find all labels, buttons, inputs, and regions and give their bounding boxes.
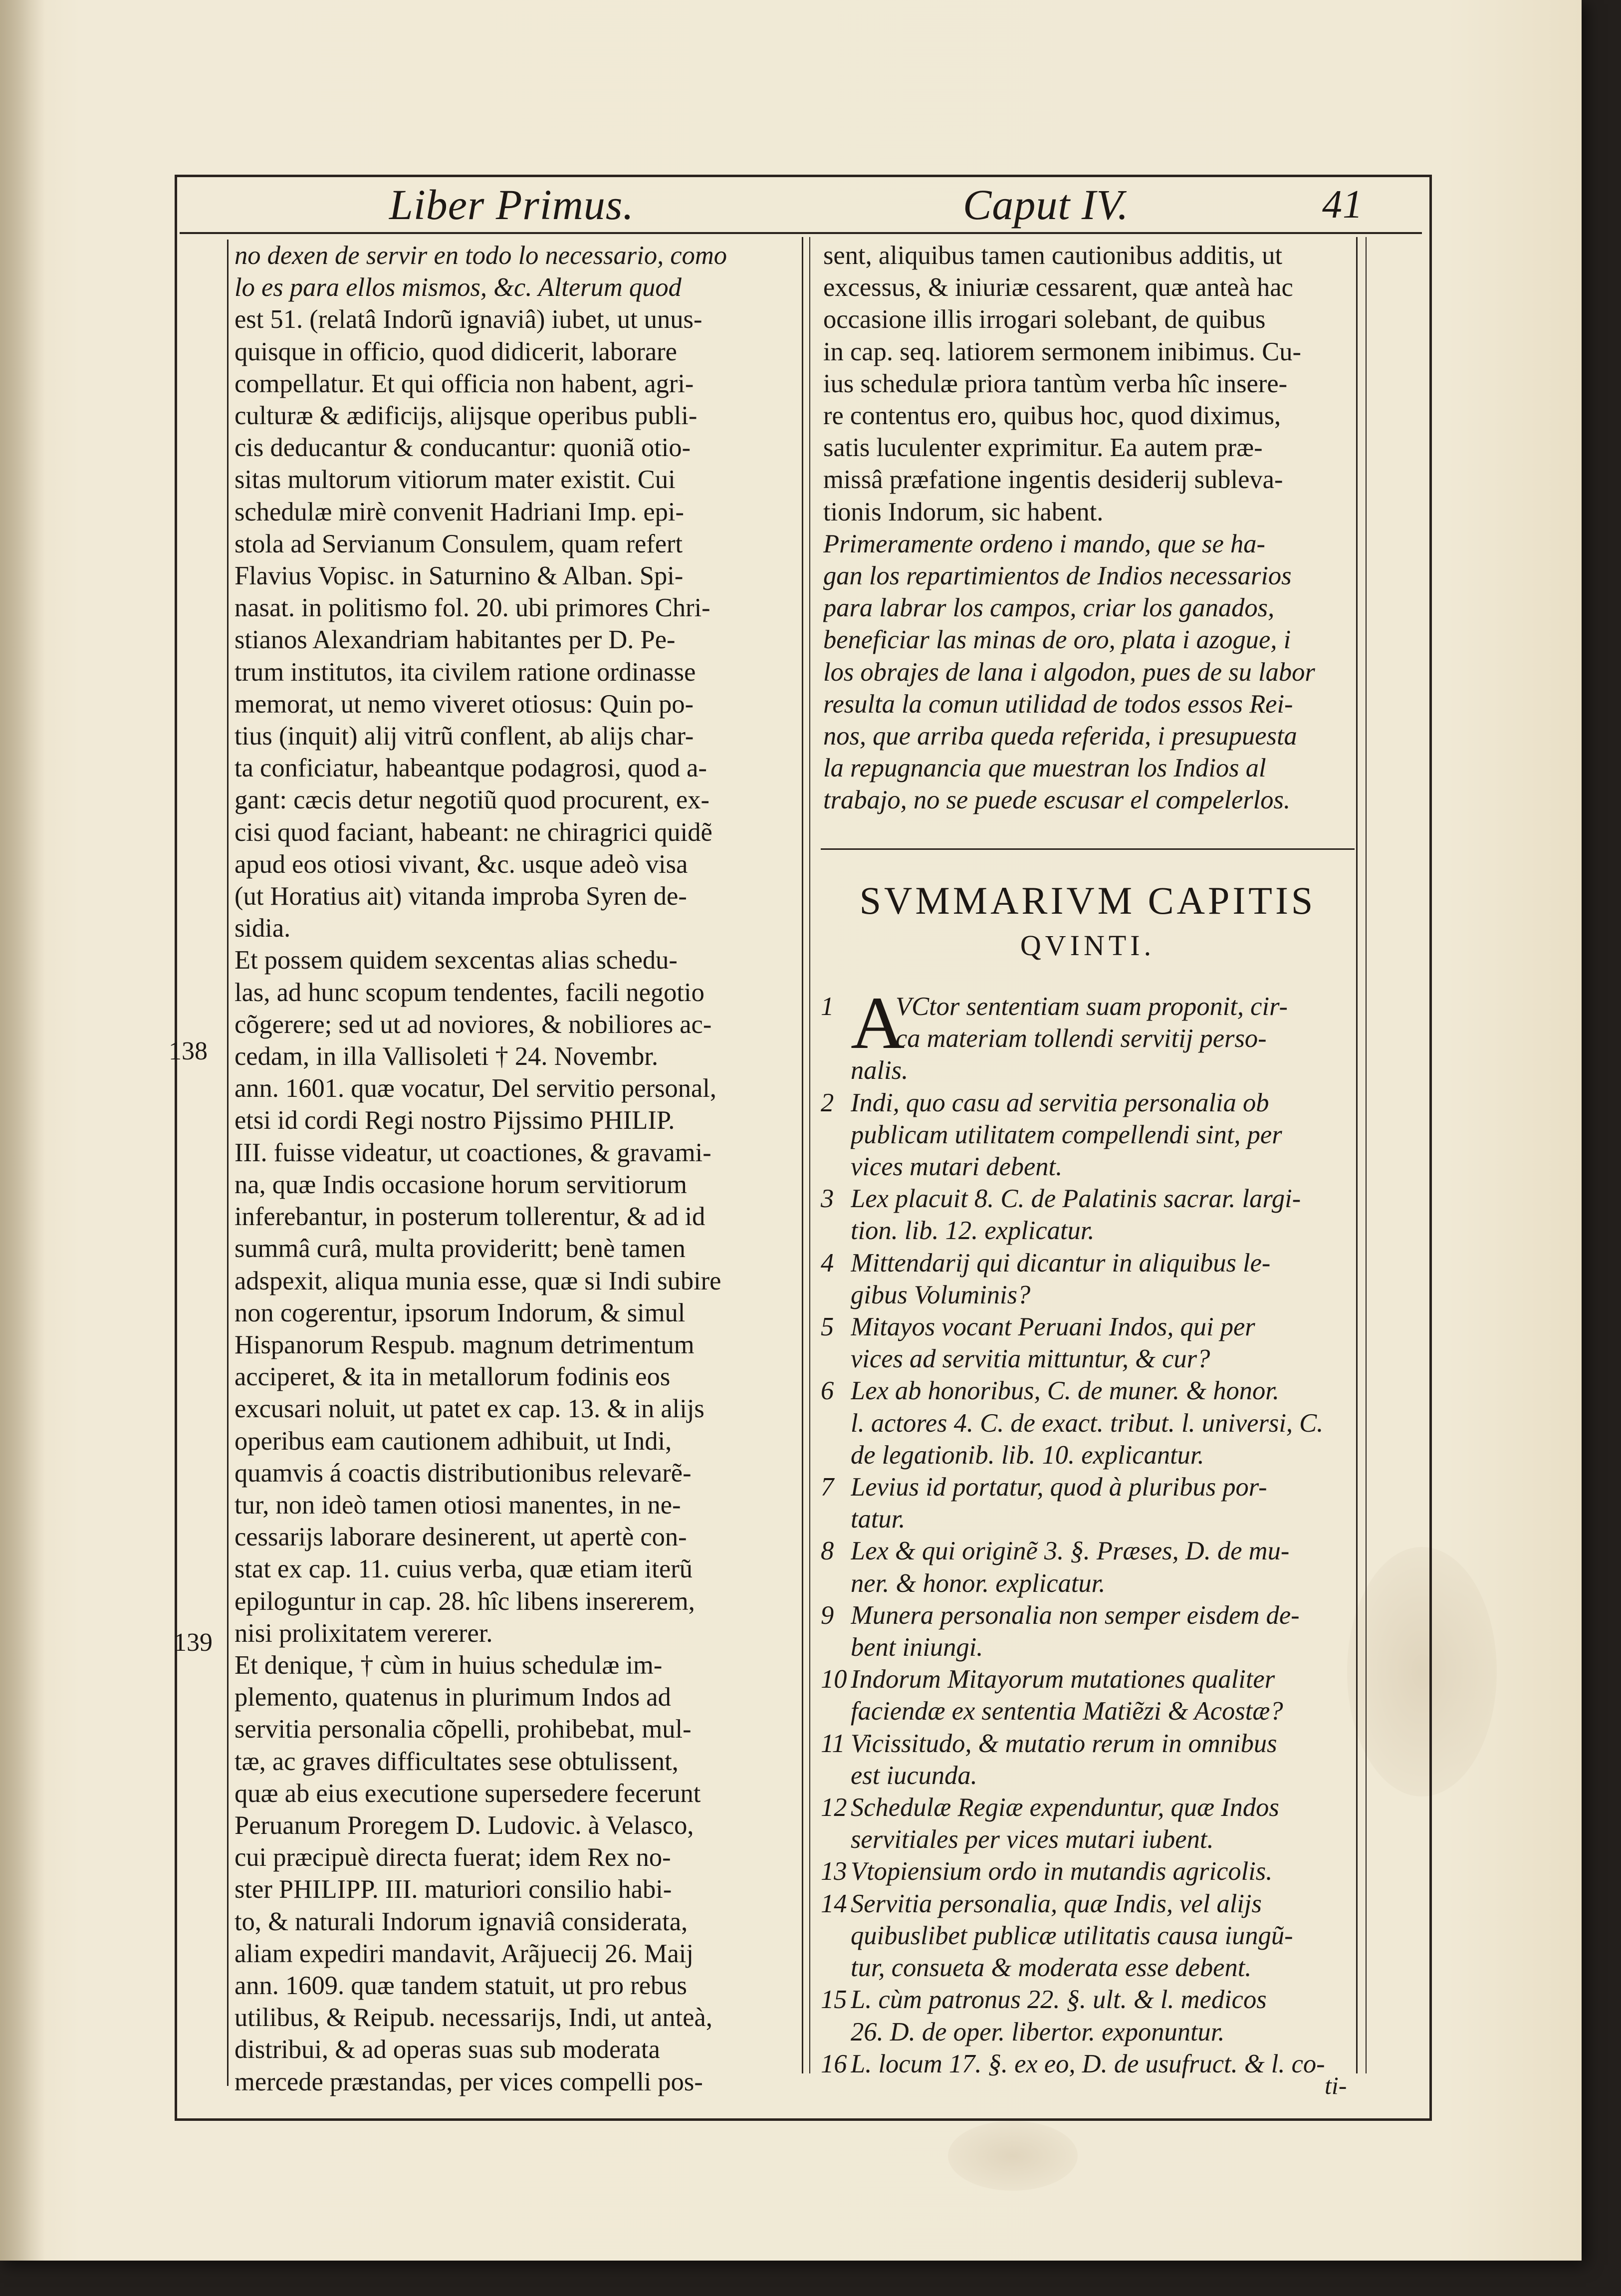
left-column: [227, 240, 797, 2096]
text-line: na, quæ Indis occasione horum servitiorum: [234, 1170, 687, 1199]
text-line: mercede præstandas, per vices compelli pos-: [234, 2067, 703, 2096]
text-line: III. fuisse videatur, ut coactiones, & gravami-: [234, 1138, 711, 1167]
summary-item-number: 8: [821, 1536, 834, 1566]
text-line: tius (inquit) alij vitrũ conflent, ab alijs char-: [234, 722, 694, 751]
text-line: summâ curâ, multa provideritt; benè tamen: [234, 1234, 686, 1264]
text-line: memorat, ut nemo viveret otiosus: Quin po-: [234, 689, 694, 719]
text-line: cessarijs laborare desinerent, ut apertè con-: [234, 1523, 687, 1552]
text-line: gant: cæcis detur negotiũ quod procurent, ex-: [234, 785, 710, 815]
summary-item-text: l. actores 4. C. de exact. tribut. l. universi, C.: [851, 1408, 1324, 1438]
summary-item: [821, 1087, 1360, 1183]
running-head-right: Caput IV.: [963, 181, 1129, 229]
summary-item: [821, 1663, 1360, 1727]
summary-item-text: 26. D. de oper. libertor. exponuntur.: [851, 2017, 1225, 2046]
text-line: schedulæ mirè convenit Hadriani Imp. epi-: [234, 497, 684, 526]
summary-item-number: 9: [821, 1600, 834, 1630]
summary-item-number: 11: [821, 1729, 845, 1758]
summary-item: [821, 2048, 1360, 2080]
summary-item-number: 15: [821, 1985, 847, 2015]
summary-item-text: VCtor sententiam suam proponit, cir-: [896, 992, 1288, 1021]
text-line: cisi quod faciant, habeant: ne chiragrici quidẽ: [234, 817, 712, 847]
text-line: ster PHILIPP. III. maturiori consilio habi-: [234, 1875, 672, 1904]
summary-item-number: 3: [821, 1184, 834, 1214]
text-line: ann. 1609. quæ tandem statuit, ut pro rebus: [234, 1971, 687, 2000]
text-line: nisi prolixitatem vererer.: [234, 1618, 493, 1648]
text-line: est 51. (relatâ Indorũ ignaviâ) iubet, ut unus-: [234, 305, 702, 334]
summary-title: SVMMARIVM CAPITIS: [859, 879, 1316, 922]
summary-item-text: Mittendarij qui dicantur in aliquibus le-: [851, 1248, 1271, 1277]
summary-item-text: publicam utilitatem compellendi sint, per: [851, 1120, 1282, 1149]
text-line: ius schedulæ priora tantùm verba hîc insere-: [823, 369, 1288, 398]
summary-item-text: Vicissitudo, & mutatio rerum in omnibus: [851, 1729, 1277, 1758]
summary-item-text: Schedulæ Regiæ expenduntur, quæ Indos: [851, 1793, 1279, 1822]
text-line: servitia personalia cõpelli, prohibebat, mul-: [234, 1715, 692, 1744]
text-line: (ut Horatius ait) vitanda improba Syren de-: [234, 882, 687, 911]
summary-item: [821, 1375, 1360, 1471]
text-line: quisque in officio, quod didicerit, laborare: [234, 337, 677, 366]
margin-note: 139: [174, 1628, 213, 1657]
summary-item: [821, 1728, 1360, 1791]
text-line: operibus eam cautionem adhibuit, ut Indi,: [234, 1426, 672, 1456]
text-line: to, & naturali Indorum ignaviâ considerata,: [234, 1907, 688, 1936]
text-line: Et possem quidem sexcentas alias schedu-: [234, 946, 678, 975]
text-line: lo es para ellos mismos, &c. Alterum quod: [234, 273, 682, 302]
summary-item: [821, 1888, 1360, 1984]
summary-item-text: servitiales per vices mutari iubent.: [851, 1825, 1214, 1854]
summary-item-text: vices mutari debent.: [851, 1152, 1063, 1182]
summary-item-text: est iucunda.: [851, 1761, 977, 1790]
text-line: acciperet, & ita in metallorum fodinis eos: [234, 1362, 671, 1392]
summary-subtitle: QVINTI.: [1020, 929, 1156, 962]
text-line: culturæ & ædificijs, alijsque operibus publi-: [234, 401, 697, 431]
text-line: distribui, & ad operas suas sub moderata: [234, 2035, 660, 2064]
summary-item-text: Lex & qui originẽ 3. §. Præses, D. de mu-: [851, 1536, 1290, 1566]
summary-item: [821, 1471, 1360, 1535]
summary-item-text: Mitayos vocant Peruani Indos, qui per: [851, 1312, 1255, 1342]
text-line: etsi id cordi Regi nostro Pijssimo PHILIP.: [234, 1106, 675, 1135]
summary-item-text: tion. lib. 12. explicatur.: [851, 1216, 1095, 1246]
text-line: occasione illis irrogari solebant, de quibus: [823, 305, 1266, 334]
summary-item: [821, 1311, 1360, 1375]
summary-item-text: ca materiam tollendi servitij perso-: [896, 1024, 1267, 1053]
summary-item-text: Munera personalia non semper eisdem de-: [851, 1600, 1300, 1630]
catchword: ti-: [1325, 2071, 1347, 2099]
summary-item-text: Indorum Mitayorum mutationes qualiter: [851, 1665, 1275, 1694]
text-line: cui præcipuè directa fuerat; idem Rex no-: [234, 1843, 671, 1872]
text-line: gan los repartimientos de Indios necessarios: [823, 561, 1292, 591]
summary-item-text: Indi, quo casu ad servitia personalia ob: [851, 1088, 1269, 1117]
text-line: excusari noluit, ut patet ex cap. 13. & in alijs: [234, 1394, 704, 1424]
summary-item-number: 12: [821, 1793, 847, 1822]
summary-item: [821, 1984, 1360, 2047]
text-line: Et denique, † cùm in huius schedulæ im-: [234, 1650, 663, 1680]
text-line: Primeramente ordeno i mando, que se ha-: [823, 529, 1266, 558]
summary-item: [821, 1183, 1360, 1247]
summary-item-text: tur, consueta & moderata esse debent.: [851, 1953, 1252, 1983]
text-line: utilibus, & Reipub. necessarijs, Indi, ut anteà,: [234, 2003, 712, 2033]
right-column-text: [823, 240, 1363, 848]
text-line: ann. 1601. quæ vocatur, Del servitio personal,: [234, 1074, 717, 1103]
summary-item-text: bent iniungi.: [851, 1633, 983, 1662]
summary-item-text: L. cùm patronus 22. §. ult. & l. medicos: [851, 1985, 1267, 2015]
text-line: compellatur. Et qui officia non habent, agri-: [234, 369, 694, 398]
summary-item: [821, 1599, 1360, 1663]
summary-item-number: 6: [821, 1376, 834, 1406]
summary-item-number: 1: [821, 992, 834, 1021]
summary-item-text: de legationib. lib. 10. explicantur.: [851, 1440, 1204, 1470]
text-line: re contentus ero, quibus hoc, quod diximus,: [823, 401, 1281, 431]
text-line: quæ ab eius executione supersedere fecerunt: [234, 1779, 701, 1808]
summary-item-text: Lex ab honoribus, C. de muner. & honor.: [851, 1376, 1279, 1406]
text-line: non cogerentur, ipsorum Indorum, & simul: [234, 1298, 686, 1327]
summary-list: [821, 982, 1360, 2080]
summary-item-number: 10: [821, 1665, 847, 1694]
summary-item-number: 16: [821, 2049, 847, 2078]
summary-item-number: 2: [821, 1088, 834, 1117]
text-line: Hispanorum Respub. magnum detrimentum: [234, 1330, 695, 1359]
text-line: cis deducantur & conducantur: quoniã otio-: [234, 433, 691, 463]
column-rule: [1366, 237, 1367, 2073]
text-line: Peruanum Proregem D. Ludovic. à Velasco,: [234, 1810, 694, 1840]
summary-item-text: gibus Voluminis?: [851, 1280, 1031, 1309]
text-line: plemento, quatenus in plurimum Indos ad: [234, 1683, 671, 1712]
text-line: trabajo, no se puede escusar el compelerlos.: [823, 785, 1291, 815]
page-number: 41: [1322, 183, 1363, 227]
text-line: aliam expediri mandavit, Arãjuecij 26. Maij: [234, 1939, 694, 1968]
gutter-shadow: [0, 0, 45, 2261]
running-head-left: Liber Primus.: [389, 181, 634, 229]
text-line: quamvis á coactis distributionibus relevarẽ-: [234, 1458, 692, 1488]
summary-item-text: quibuslibet publicæ utilitatis causa iungũ-: [851, 1921, 1293, 1950]
column-rule: [802, 237, 803, 2073]
text-line: stat ex cap. 11. cuius verba, quæ etiam iterũ: [234, 1554, 693, 1584]
summary-item-text: L. locum 17. §. ex eo, D. de usufruct. & l. co-: [851, 2049, 1325, 2078]
text-line: epiloguntur in cap. 28. hîc libens insererem,: [234, 1586, 695, 1616]
text-line: sidia.: [234, 914, 291, 943]
text-line: adspexit, aliqua munia esse, quæ si Indi subire: [234, 1266, 721, 1295]
summary-item-number: 7: [821, 1473, 834, 1502]
text-line: no dexen de servir en todo lo necessario, como: [234, 241, 727, 270]
summary-item: [821, 1855, 1360, 1887]
summary-item-number: 4: [821, 1248, 834, 1277]
text-line: missâ præfatione ingentis desiderij subleva-: [823, 465, 1283, 495]
summary-item-text: ner. & honor. explicatur.: [851, 1568, 1106, 1598]
paper-stain: [948, 2121, 1078, 2191]
summary-item-number: 14: [821, 1889, 847, 1918]
summary-item: [821, 982, 1360, 1087]
summary-item-text: Levius id portatur, quod à pluribus por-: [851, 1473, 1267, 1502]
summary-item: [821, 1791, 1360, 1855]
summary-item-text: nalis.: [851, 1056, 909, 1085]
text-line: las, ad hunc scopum tendentes, facili negotio: [234, 978, 704, 1007]
text-line: in cap. seq. latiorem sermonem inibimus. Cu-: [823, 337, 1301, 366]
text-line: tur, non ideò tamen otiosi manentes, in ne-: [234, 1490, 681, 1520]
text-line: los obrajes de lana i algodon, pues de su labor: [823, 657, 1315, 687]
summary-item-text: Lex placuit 8. C. de Palatinis sacrar. largi-: [851, 1184, 1301, 1214]
summary-item-text: tatur.: [851, 1505, 906, 1534]
text-line: apud eos otiosi vivant, &c. usque adeò visa: [234, 849, 688, 879]
text-line: para labrar los campos, criar los ganados,: [823, 593, 1275, 623]
text-line: trum institutos, ita civilem ratione ordinasse: [234, 657, 696, 687]
summary-item-text: faciendæ ex sententia Matiẽzi & Acostæ?: [851, 1697, 1283, 1726]
text-line: cedam, in illa Vallisoleti † 24. Novembr.: [234, 1042, 659, 1071]
summary-item: [821, 1535, 1360, 1599]
text-line: la repugnancia que muestran los Indios al: [823, 754, 1266, 783]
text-line: beneficiar las minas de oro, plata i azogue, i: [823, 625, 1291, 655]
text-line: stianos Alexandriam habitantes per D. Pe-: [234, 625, 676, 655]
section-rule: [821, 848, 1355, 850]
text-line: satis luculenter exprimitur. Ea autem præ-: [823, 433, 1263, 463]
text-line: sent, aliquibus tamen cautionibus additis, ut: [823, 241, 1283, 270]
drop-cap: A: [851, 982, 905, 1064]
text-line: tionis Indorum, sic habent.: [823, 497, 1104, 526]
text-line: Flavius Vopisc. in Saturnino & Alban. Spi-: [234, 561, 684, 591]
summary-item-text: Vtopiensium ordo in mutandis agricolis.: [851, 1857, 1273, 1886]
summary-item: [821, 1247, 1360, 1311]
text-line: stola ad Servianum Consulem, quam refert: [234, 529, 683, 558]
summary-item-number: 13: [821, 1857, 847, 1886]
text-line: inferebantur, in posterum tollerentur, & ad id: [234, 1202, 705, 1232]
text-line: nasat. in politismo fol. 20. ubi primores Chri-: [234, 593, 710, 623]
text-line: sitas multorum vitiorum mater existit. Cui: [234, 465, 676, 495]
text-line: excessus, & iniuriæ cessarent, quæ anteà hac: [823, 273, 1293, 302]
running-head: [180, 177, 1422, 234]
text-line: tæ, ac graves difficultates sese obtulissent,: [234, 1747, 679, 1776]
text-line: resulta la comun utilidad de todos essos Rei-: [823, 689, 1293, 719]
summary-item-text: Servitia personalia, quæ Indis, vel alijs: [851, 1889, 1262, 1918]
margin-note: 138: [169, 1037, 208, 1065]
summary-item-number: 5: [821, 1312, 834, 1342]
text-line: ta conficiatur, habeantque podagrosi, quod a-: [234, 754, 707, 783]
text-line: nos, que arriba queda referida, i presupuesta: [823, 722, 1297, 751]
summary-item-text: vices ad servitia mittuntur, & cur?: [851, 1344, 1210, 1374]
column-rule: [809, 237, 810, 2073]
text-line: cõgerere; sed ut ad noviores, & nobiliores ac-: [234, 1010, 712, 1039]
